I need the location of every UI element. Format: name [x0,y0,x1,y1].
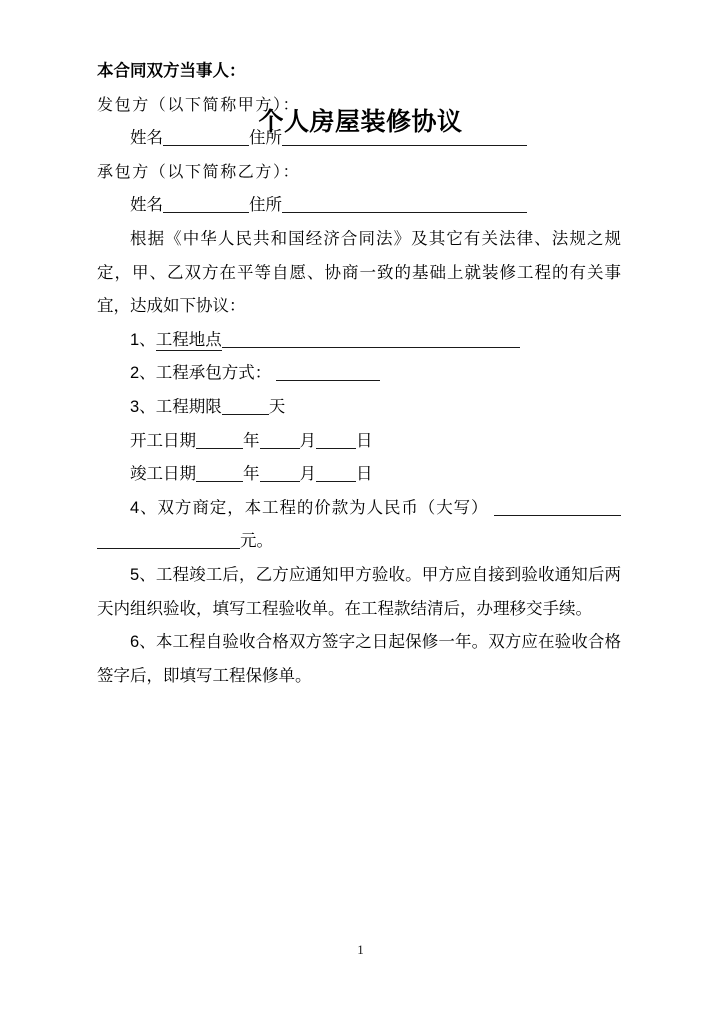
party-b-name-label: 姓名 [130,196,163,215]
start-month-unit: 月 [299,431,316,450]
clause-4-currency-unit: 元。 [240,532,273,551]
clause-item-1 [97,324,621,358]
clause-3-label: 工程期限 [155,397,222,416]
party-a-name-blank[interactable] [163,130,249,146]
finish-year-blank[interactable] [196,466,243,482]
party-a-name-label: 姓名 [130,129,163,148]
start-date-label: 开工日期 [130,431,196,450]
clause-3-unit: 天 [268,397,286,416]
document-body [97,0,621,693]
party-b-name-address-line [97,189,621,223]
clause-1-label: 工程地点 [155,330,222,349]
start-day-unit: 日 [356,431,373,450]
party-a-address-label: 住所 [249,129,282,148]
party-b-name-blank[interactable] [163,197,249,213]
finish-day-blank[interactable] [316,466,356,482]
clause-1-number: 1、 [130,330,156,349]
finish-day-unit: 日 [356,465,373,484]
party-b-label: 承包方（以下简称乙方）： [97,163,301,181]
footer-page-number: 1 [357,942,364,957]
clause-item-6: 6、本工程自验收合格双方签字之日起保修一年。双方应在验收合格签字后，即填写工程保修单。 [97,633,621,685]
title-body-spacer [97,0,621,55]
start-year-blank[interactable] [196,433,243,449]
clause-2-label: 工程承包方式： [155,364,272,383]
clause-2-number: 2、 [130,364,156,383]
party-a-name-address-line [97,122,621,156]
contract-mode-blank[interactable] [276,365,380,381]
page-title: 个人房屋装修协议 [258,108,463,136]
contract-price-blank[interactable] [494,500,621,516]
finish-year-unit: 年 [243,465,260,484]
clause-item-2 [97,357,621,391]
finish-month-blank[interactable] [260,466,300,482]
clause-item-5: 5、工程竣工后，乙方应通知甲方验收。甲方应自接到验收通知后两天内组织验收，填写工程验收单。在工程款结清后，办理移交手续。 [97,565,621,618]
project-duration-blank[interactable] [222,399,269,415]
parties-heading: 本合同双方当事人： [97,62,246,80]
project-site-blank[interactable] [222,332,520,348]
clause-4-text: 双方商定，本工程的价款为人民币（大写） [157,498,489,517]
clause-4-number: 4、 [130,498,158,517]
finish-date-label: 竣工日期 [130,465,196,484]
party-b-address-label: 住所 [249,196,282,215]
finish-date-line [97,458,621,492]
finish-month-unit: 月 [299,465,316,484]
clause-item-3 [97,391,621,425]
start-month-blank[interactable] [260,433,300,449]
party-a-address-blank[interactable] [282,130,527,146]
start-date-line [97,425,621,459]
party-a-label: 发包方（以下简称甲方）： [97,96,301,114]
recital-paragraph: 根据《中华人民共和国经济合同法》及其它有关法律、法规之规定，甲、乙双方在平等自愿、协商一致的基础上就装修工程的有关事宜，达成如下协议： [97,229,621,316]
contract-price-blank-continued[interactable] [97,533,240,549]
clause-item-4 [97,492,621,559]
start-day-blank[interactable] [316,433,356,449]
clause-3-number: 3、 [130,397,156,416]
party-b-address-blank[interactable] [282,197,527,213]
start-year-unit: 年 [243,431,260,450]
